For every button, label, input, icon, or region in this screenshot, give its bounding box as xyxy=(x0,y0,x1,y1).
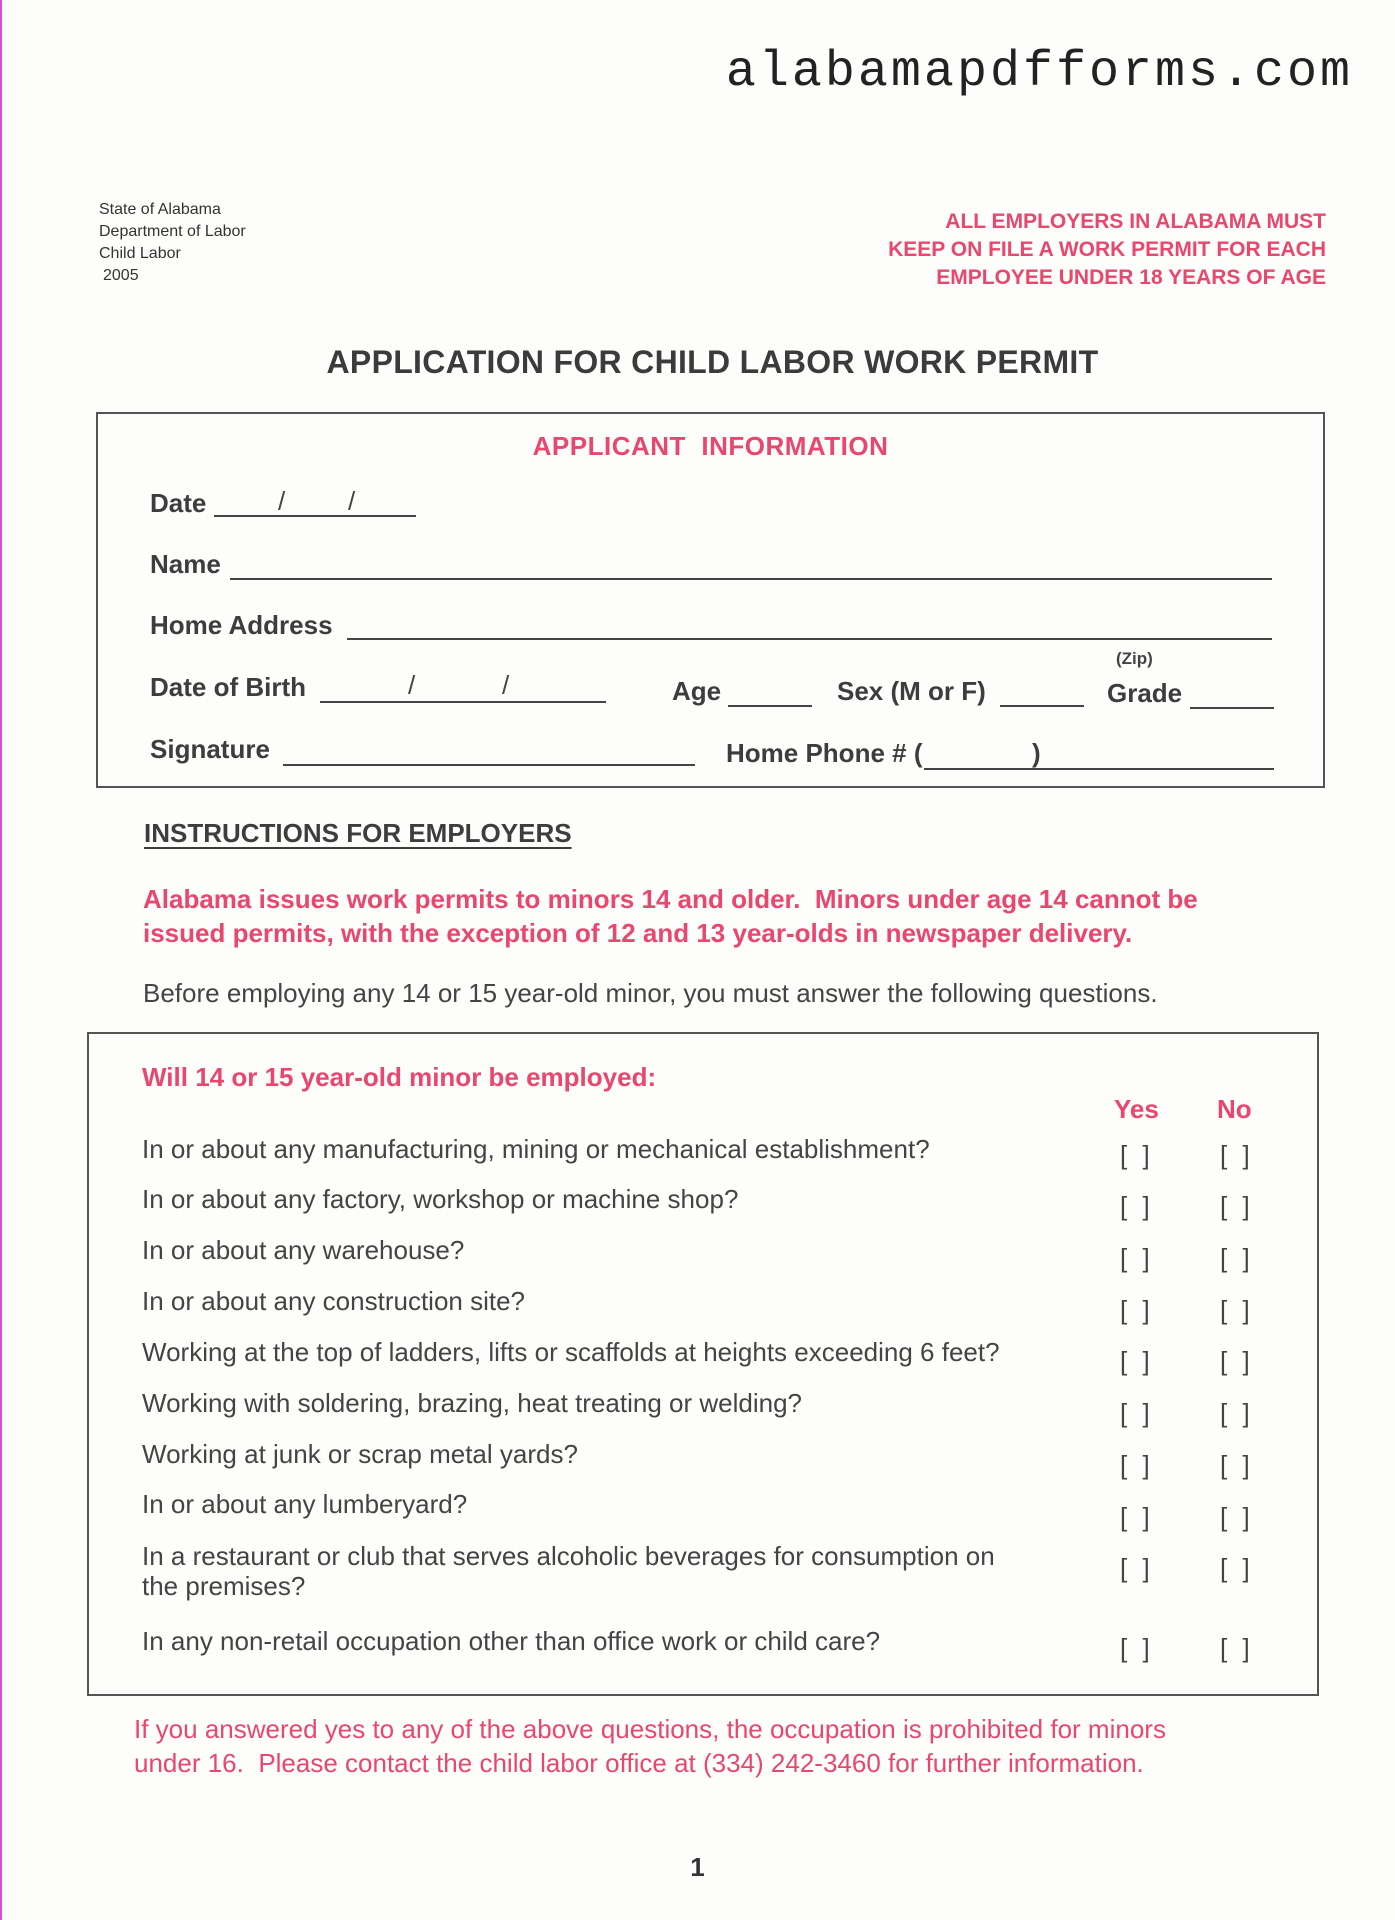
date-of-birth-label: Date of Birth xyxy=(150,672,306,702)
no-checkbox[interactable]: [ ] xyxy=(1220,1398,1254,1428)
grade-field[interactable] xyxy=(1190,707,1274,709)
date-slash: / xyxy=(278,486,286,516)
signature-field[interactable] xyxy=(283,764,695,766)
dob-slash: / xyxy=(408,670,416,700)
question-text: Working with soldering, brazing, heat treating or welding? xyxy=(142,1388,802,1418)
questions-box xyxy=(87,1032,1319,1696)
date-field[interactable] xyxy=(214,515,416,517)
instructions-heading: INSTRUCTIONS FOR EMPLOYERS xyxy=(144,818,572,848)
home-phone-field[interactable] xyxy=(924,768,1274,770)
agency-line: 2005 xyxy=(103,267,139,284)
no-checkbox[interactable]: [ ] xyxy=(1220,1450,1254,1480)
date-slash: / xyxy=(348,486,356,516)
no-checkbox[interactable]: [ ] xyxy=(1220,1140,1254,1170)
question-text: In or about any factory, workshop or machine shop? xyxy=(142,1184,739,1214)
dob-slash: / xyxy=(502,670,510,700)
question-text: In or about any manufacturing, mining or mechanical establishment? xyxy=(142,1134,930,1164)
no-column-header: No xyxy=(1217,1094,1252,1124)
notice-line: ALL EMPLOYERS IN ALABAMA MUST xyxy=(945,210,1326,233)
signature-label: Signature xyxy=(150,734,270,764)
yes-column-header: Yes xyxy=(1114,1094,1159,1124)
applicant-info-heading: APPLICANT INFORMATION xyxy=(532,431,889,461)
page-title: APPLICATION FOR CHILD LABOR WORK PERMIT xyxy=(326,344,1099,380)
name-label: Name xyxy=(150,549,221,579)
age-field[interactable] xyxy=(728,705,812,707)
no-checkbox[interactable]: [ ] xyxy=(1220,1553,1254,1583)
agency-block xyxy=(99,199,246,287)
home-address-field[interactable] xyxy=(347,638,1272,640)
employer-notice xyxy=(888,208,1326,292)
date-label: Date xyxy=(150,488,207,518)
yes-checkbox[interactable]: [ ] xyxy=(1120,1243,1154,1273)
no-checkbox[interactable]: [ ] xyxy=(1220,1243,1254,1273)
zip-label: (Zip) xyxy=(1116,649,1153,668)
yes-checkbox[interactable]: [ ] xyxy=(1120,1502,1154,1532)
home-phone-close-paren: ) xyxy=(1032,738,1041,768)
agency-line: Child Labor xyxy=(99,245,181,262)
notice-line: KEEP ON FILE A WORK PERMIT FOR EACH xyxy=(888,238,1326,261)
instructions-text: Before employing any 14 or 15 year-old minor, you must answer the following questions. xyxy=(143,978,1158,1008)
age-label: Age xyxy=(672,676,722,706)
note-line: under 16. Please contact the child labor office at (334) 242-3460 for further information. xyxy=(134,1748,1144,1778)
page-number: 1 xyxy=(690,1852,705,1882)
page-edge xyxy=(0,0,2,1920)
agency-line: Department of Labor xyxy=(99,223,246,240)
prohibited-occupation-note xyxy=(134,1712,1166,1780)
yes-checkbox[interactable]: [ ] xyxy=(1120,1450,1154,1480)
watermark: alabamapdfforms.com xyxy=(725,44,1353,101)
no-checkbox[interactable]: [ ] xyxy=(1220,1633,1254,1663)
yes-checkbox[interactable]: [ ] xyxy=(1120,1346,1154,1376)
no-checkbox[interactable]: [ ] xyxy=(1220,1346,1254,1376)
date-of-birth-field[interactable] xyxy=(320,701,606,703)
instructions-rule xyxy=(143,882,1198,950)
yes-checkbox[interactable]: [ ] xyxy=(1120,1191,1154,1221)
question-text: In a restaurant or club that serves alcoholic beverages for consumption on the premises? xyxy=(142,1541,995,1601)
name-field[interactable] xyxy=(230,578,1272,580)
question-text: In any non-retail occupation other than office work or child care? xyxy=(142,1626,881,1656)
yes-checkbox[interactable]: [ ] xyxy=(1120,1140,1154,1170)
no-checkbox[interactable]: [ ] xyxy=(1220,1502,1254,1532)
notice-line: EMPLOYEE UNDER 18 YEARS OF AGE xyxy=(936,266,1326,289)
no-checkbox[interactable]: [ ] xyxy=(1220,1295,1254,1325)
yes-checkbox[interactable]: [ ] xyxy=(1120,1398,1154,1428)
questions-heading: Will 14 or 15 year-old minor be employed: xyxy=(142,1062,657,1092)
instructions-rule-line: Alabama issues work permits to minors 14 and older. Minors under age 14 cannot be xyxy=(143,884,1198,914)
home-phone-label: Home Phone # ( xyxy=(726,738,923,768)
grade-label: Grade xyxy=(1107,678,1183,708)
sex-field[interactable] xyxy=(1000,705,1084,707)
note-line: If you answered yes to any of the above questions, the occupation is prohibited for minors xyxy=(134,1714,1166,1744)
question-text: In or about any warehouse? xyxy=(142,1235,465,1265)
sex-label: Sex (M or F) xyxy=(837,676,986,706)
applicant-info-box xyxy=(96,412,1325,788)
no-checkbox[interactable]: [ ] xyxy=(1220,1191,1254,1221)
instructions-rule-line: issued permits, with the exception of 12 and 13 year-olds in newspaper delivery. xyxy=(143,918,1133,948)
yes-checkbox[interactable]: [ ] xyxy=(1120,1295,1154,1325)
home-address-label: Home Address xyxy=(150,610,333,640)
question-text: In or about any construction site? xyxy=(142,1286,526,1316)
question-text: In or about any lumberyard? xyxy=(142,1489,468,1519)
question-text: Working at the top of ladders, lifts or scaffolds at heights exceeding 6 feet? xyxy=(142,1337,1000,1367)
yes-checkbox[interactable]: [ ] xyxy=(1120,1633,1154,1663)
question-text: Working at junk or scrap metal yards? xyxy=(142,1439,578,1469)
agency-line: State of Alabama xyxy=(99,201,221,218)
yes-checkbox[interactable]: [ ] xyxy=(1120,1553,1154,1583)
